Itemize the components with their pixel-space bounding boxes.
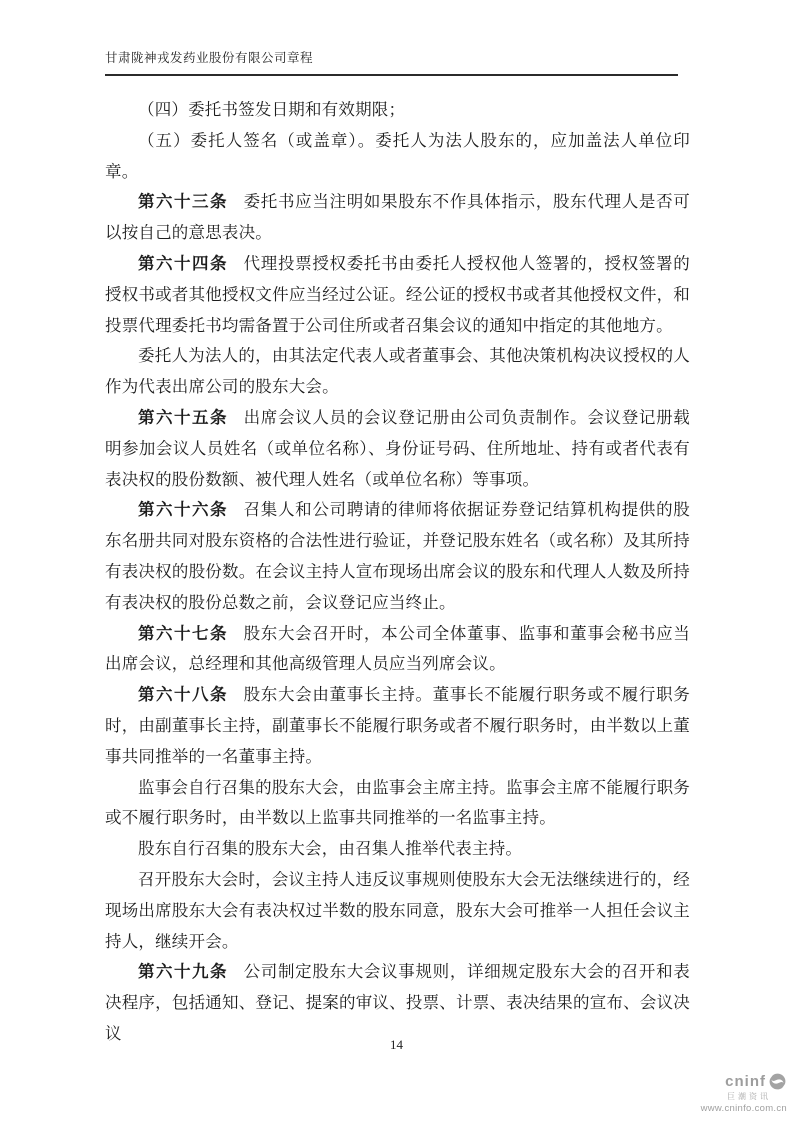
article-number: 第六十七条 [138,624,228,643]
cninfo-swirl-icon [768,1072,787,1091]
cninfo-brand-row [627,1072,787,1091]
paragraph: 第六十七条 股东大会召开时，本公司全体董事、监事和董事会秘书应当出席会议，总经理和其他高级管理人员应当列席会议。 [105,623,690,674]
article-number: 第六十八条 [138,686,228,705]
paragraph: （四）委托书签发日期和有效期限； [138,100,406,119]
paragraph: 监事会自行召集的股东大会，由监事会主席主持。监事会主席不能履行职务或不履行职务时，由半数以上监事共同推举的一名监事主持。 [105,777,690,828]
paragraph: 第六十三条 委托书应当注明如果股东不作具体指示，股东代理人是否可以按自己的意思表决。 [105,192,690,243]
paragraph: （五）委托人签名（或盖章）。委托人为法人股东的，应加盖法人单位印章。 [105,130,690,181]
paragraph: 第六十四条 代理投票授权委托书由委托人授权他人签署的，授权签署的授权书或者其他授权文件应当经过公证。经公证的授权书或者其他授权文件，和投票代理委托书均需备置于公司住所或者召集会议的通知中指定的其他地方。 [105,253,690,335]
paragraph: 股东自行召集的股东大会，由召集人推举代表主持。 [138,839,523,859]
article-number: 第六十六条 [138,501,228,520]
paragraph: 第六十五条 出席会议人员的会议登记册由公司负责制作。会议登记册载明参加会议人员姓名（或单位名称）、身份证号码、住所地址、持有或者代表有表决权的股份数额、被代理人姓名（或单位名称）等事项。 [105,407,690,489]
document-header [105,48,678,76]
cninfo-url: www.cninfo.com.cn [700,1103,787,1114]
article-number: 第六十四条 [138,254,228,273]
header-title: 甘肃陇神戎发药业股份有限公司章程 [105,51,314,65]
cninfo-watermark [627,1072,789,1114]
paragraph: 委托人为法人的，由其法定代表人或者董事会、其他决策机构决议授权的人作为代表出席公司的股东大会。 [105,346,690,397]
document-body [105,95,690,1050]
article-number: 第六十五条 [138,408,228,427]
page-number: 14 [390,1037,403,1052]
paragraph: 第六十八条 股东大会由董事长主持。董事长不能履行职务或不履行职务时，由副董事长主持，副董事长不能履行职务或者不履行职务时，由半数以上董事共同推举的一名董事主持。 [105,685,690,766]
article-number: 第六十九条 [138,963,228,982]
cninfo-brand-text: cninf [725,1073,766,1090]
article-number: 第六十三条 [138,193,228,212]
paragraph: 第六十六条 召集人和公司聘请的律师将依据证券登记结算机构提供的股东名册共同对股东资格的合法性进行验证，并登记股东姓名（或名称）及其所持有表决权的股份数。在会议主持人宣布现场出席会议的股东和代理人人数及所持有表决权的股份总数之前，会议登记应当终止。 [105,500,690,612]
paragraph: 第六十九条 公司制定股东大会议事规则，详细规定股东大会的召开和表决程序，包括通知、登记、提案的审议、投票、计票、表决结果的宣布、会议决议 [105,962,690,1043]
paragraph: 召开股东大会时，会议主持人违反议事规则使股东大会无法继续进行的，经现场出席股东大会有表决权过半数的股东同意，股东大会可推举一人担任会议主持人，继续开会。 [105,869,690,951]
cninfo-chinese-name: 巨潮资讯 [727,1092,771,1101]
